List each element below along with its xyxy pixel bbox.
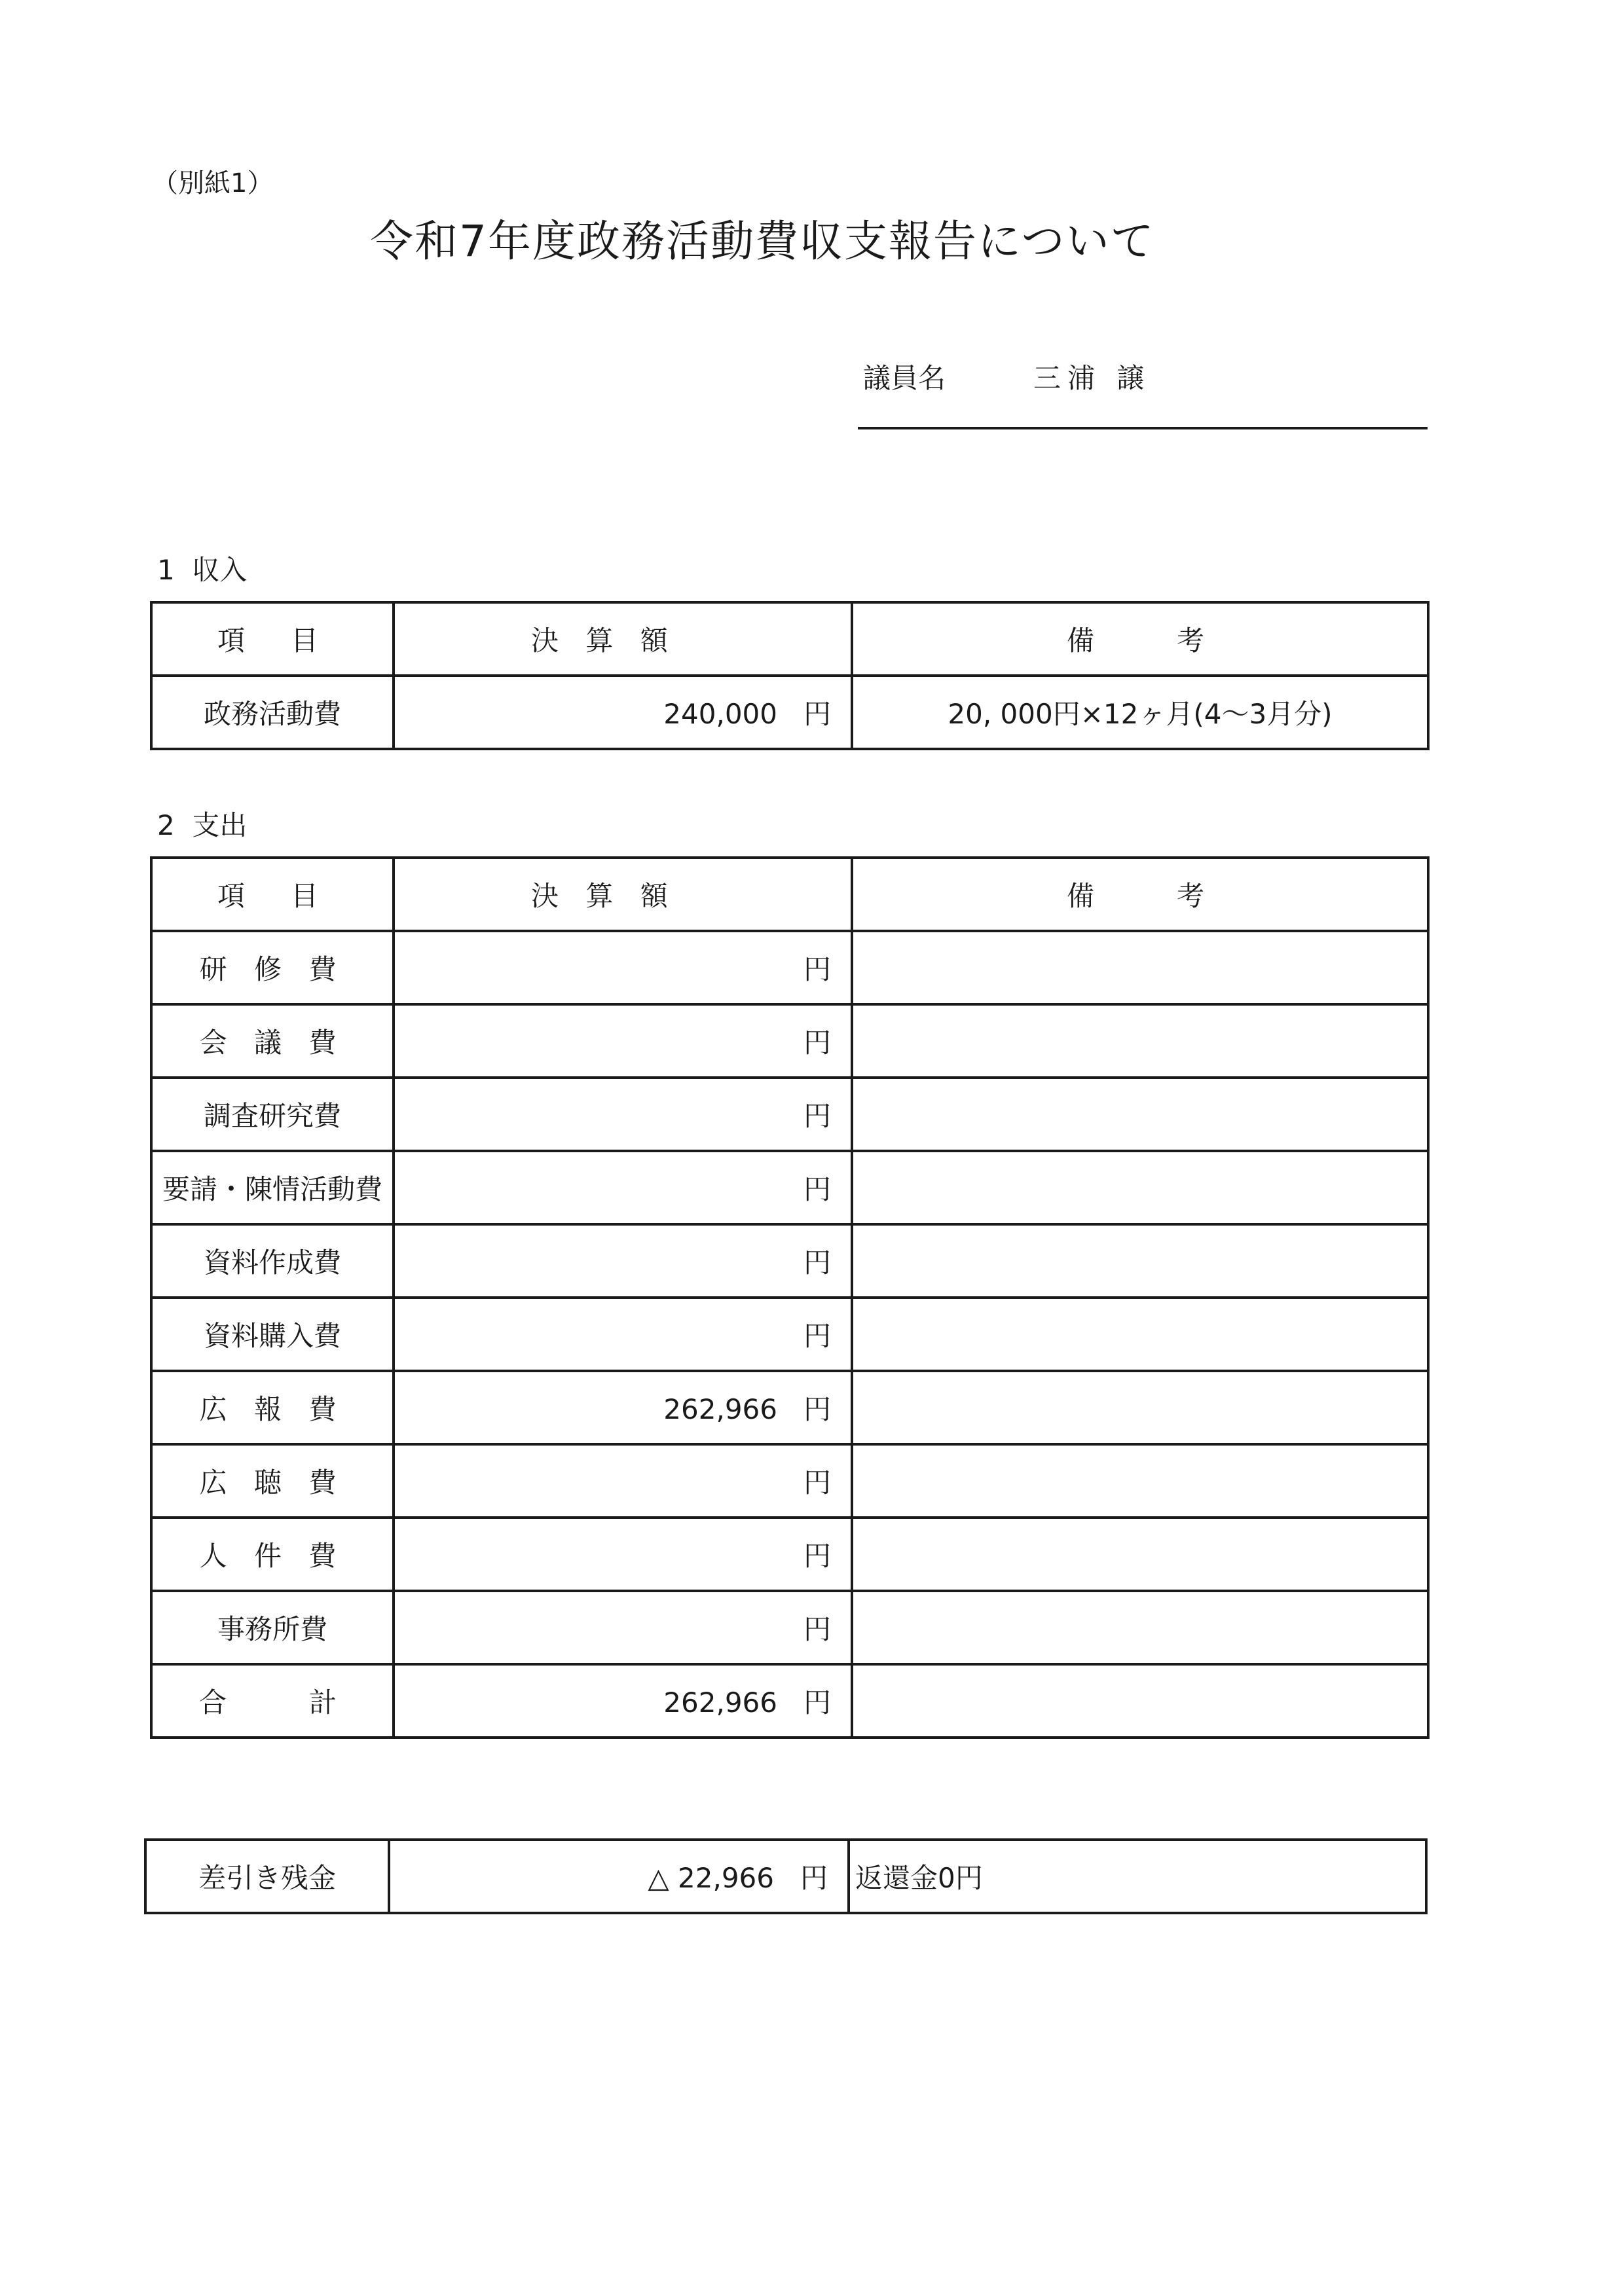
expense-table — [150, 856, 1430, 1739]
yen-unit: 円 — [803, 953, 831, 985]
table-row — [151, 1444, 1428, 1518]
table-row-total — [151, 1664, 1428, 1738]
expense-amount-cell — [394, 1518, 852, 1591]
expense-amount-cell — [394, 1078, 852, 1151]
expense-item: 会 議 費 — [151, 1004, 394, 1078]
expense-item: 調査研究費 — [151, 1078, 394, 1151]
balance-label: 差引き残金 — [145, 1840, 389, 1913]
expense-item: 資料購入費 — [151, 1298, 394, 1371]
table-row — [151, 1298, 1428, 1371]
income-item: 政務活動費 — [151, 676, 394, 749]
expense-item: 資料作成費 — [151, 1224, 394, 1298]
table-row — [151, 1591, 1428, 1664]
yen-unit: 円 — [803, 1027, 831, 1059]
yen-unit: 円 — [803, 698, 831, 730]
yen-unit: 円 — [803, 1320, 831, 1352]
balance-amount-cell — [389, 1840, 849, 1913]
yen-unit: 円 — [803, 1613, 831, 1645]
expense-item: 広 報 費 — [151, 1371, 394, 1444]
expense-item: 研 修 費 — [151, 931, 394, 1004]
expense-amount-cell — [394, 1298, 852, 1371]
expense-note — [852, 1444, 1428, 1518]
expense-note — [852, 1078, 1428, 1151]
expense-number: 2 — [157, 809, 175, 841]
balance-amount: △ 22,966 — [648, 1862, 774, 1894]
table-header-row — [151, 602, 1428, 676]
attachment-label: （別紙1） — [152, 168, 274, 198]
expense-item: 要請・陳情活動費 — [151, 1151, 394, 1224]
table-row — [151, 1224, 1428, 1298]
yen-unit: 円 — [803, 1467, 831, 1499]
expense-amount-cell — [394, 1444, 852, 1518]
total-amount: 262,966 — [663, 1686, 777, 1719]
member-name: 三浦 譲 — [1033, 362, 1151, 394]
header-item: 項 目 — [151, 858, 394, 931]
yen-unit: 円 — [803, 1393, 831, 1425]
expense-item: 人 件 費 — [151, 1518, 394, 1591]
expense-note — [852, 1298, 1428, 1371]
income-table — [150, 601, 1430, 750]
expense-amount-cell — [394, 931, 852, 1004]
expense-amount-cell — [394, 1004, 852, 1078]
balance-table — [144, 1838, 1428, 1914]
balance-note: 返還金0円 — [849, 1840, 1426, 1913]
expense-item: 事務所費 — [151, 1591, 394, 1664]
table-row — [151, 676, 1428, 749]
expense-note — [852, 1224, 1428, 1298]
expense-note — [852, 931, 1428, 1004]
yen-unit: 円 — [803, 1686, 831, 1719]
expense-amount: 262,966 — [663, 1393, 777, 1425]
header-note: 備 考 — [852, 858, 1428, 931]
income-number: 1 — [157, 554, 175, 586]
total-note — [852, 1664, 1428, 1738]
table-row — [151, 1518, 1428, 1591]
table-row — [151, 931, 1428, 1004]
table-row — [151, 1078, 1428, 1151]
income-amount: 240,000 — [663, 698, 777, 730]
expense-note — [852, 1371, 1428, 1444]
expense-item: 広 聴 費 — [151, 1444, 394, 1518]
table-row — [151, 1371, 1428, 1444]
table-header-row — [151, 858, 1428, 931]
expense-note — [852, 1591, 1428, 1664]
header-note: 備 考 — [852, 602, 1428, 676]
income-heading-text: 収入 — [192, 554, 248, 586]
expense-amount-cell — [394, 1224, 852, 1298]
income-heading — [157, 549, 247, 588]
header-item: 項 目 — [151, 602, 394, 676]
expense-heading-text: 支出 — [192, 809, 248, 841]
page-title: 令和7年度政務活動費収支報告について — [370, 216, 1155, 266]
expense-amount-cell — [394, 1591, 852, 1664]
expense-amount-cell — [394, 1151, 852, 1224]
income-amount-cell — [394, 676, 852, 749]
expense-amount-cell — [394, 1371, 852, 1444]
income-note: 20, 000円×12ヶ月(4～3月分) — [852, 676, 1428, 749]
expense-note — [852, 1518, 1428, 1591]
member-label: 議員名 — [863, 362, 946, 394]
expense-note — [852, 1151, 1428, 1224]
table-row — [151, 1151, 1428, 1224]
expense-note — [852, 1004, 1428, 1078]
yen-unit: 円 — [800, 1862, 828, 1894]
yen-unit: 円 — [803, 1173, 831, 1205]
member-underline — [858, 427, 1428, 429]
total-amount-cell — [394, 1664, 852, 1738]
total-label: 合 計 — [151, 1664, 394, 1738]
balance-row — [145, 1840, 1426, 1913]
table-row — [151, 1004, 1428, 1078]
header-amount: 決 算 額 — [394, 858, 852, 931]
header-amount: 決 算 額 — [394, 602, 852, 676]
yen-unit: 円 — [803, 1100, 831, 1132]
yen-unit: 円 — [803, 1540, 831, 1572]
expense-heading — [157, 804, 247, 843]
yen-unit: 円 — [803, 1247, 831, 1279]
